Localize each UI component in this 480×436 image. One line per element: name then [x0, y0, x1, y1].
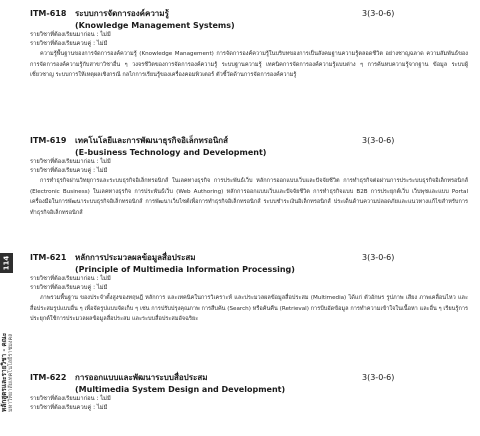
- course-entry: [30, 372, 468, 413]
- course-corequisite: รายวิชาที่ต้องเรียนควบคู่ : ไม่มี: [30, 168, 108, 174]
- course-entry: [30, 252, 468, 325]
- course-credits: 3(3-0-6): [362, 9, 395, 18]
- course-code: ITM-619: [30, 136, 67, 145]
- course-title-thai: การออกแบบและพัฒนาระบบสื่อประสม: [75, 373, 208, 382]
- page-number-tab: [0, 253, 13, 273]
- course-entry: [30, 8, 468, 81]
- side-running-header: [1, 282, 13, 412]
- course-code: ITM-618: [30, 9, 67, 18]
- course-code: ITM-622: [30, 373, 67, 382]
- side-title: หลักสูตรและรายวิชา - คณะ: [0, 332, 8, 412]
- course-title-thai: เทคโนโลยีและการพัฒนาธุรกิจอิเล็กทรอนิกส์: [75, 136, 229, 145]
- course-entry: [30, 135, 468, 218]
- page-number: 114: [2, 255, 11, 271]
- course-title-english: (Principle of Multimedia Information Processing): [75, 265, 295, 274]
- course-title-english: (Knowledge Management Systems): [75, 21, 235, 30]
- course-title-thai: ระบบการจัดการองค์ความรู้: [75, 9, 169, 18]
- course-prerequisite: รายวิชาที่ต้องเรียนมาก่อน : ไม่มี: [30, 32, 111, 38]
- course-code: ITM-621: [30, 253, 67, 262]
- course-description: การทำธุรกิจผ่านวิทยุการและระบบธุรกิจอิเล็กทรอนิกส์ ในเลคทางธุรกิจ การประพันธ์เว็บ หลักการออกแบบเว็บและปัจจัยชีวิต การทำธุรกิจต่อผ่านการประระบบธุรกิจอิเล็กทรอนิกส์ (Electronic Business) ในเลคทางธุรกิจ การประพันธ์เว็บ (Web Authoring) หลักการออกแบบเว็บและปัจจัยชีวิต การทำธุรกิจแบบ B2B การประยุกต์เว็บ เว็บพุชและแบบ Portal เครื่องมือในการพัฒนาระบบธุรกิจอิเล็กทรอนิกส์ การพัฒนาเว็บไซต์เพื่อการทำธุรกิจอิเล็กทรอนิกส์ ระบบชำระเงินอิเล็กทรอนิกส์ ประเด็นด้านความปลอดภัยและแนวทางแก้ไขสำหรับการทำธุรกิจอิเล็กทรอนิกส์: [30, 178, 468, 216]
- course-credits: 3(3-0-6): [362, 373, 395, 382]
- course-prerequisite: รายวิชาที่ต้องเรียนมาก่อน : ไม่มี: [30, 396, 111, 402]
- course-corequisite: รายวิชาที่ต้องเรียนควบคู่ : ไม่มี: [30, 285, 108, 291]
- course-description: ความรู้พื้นฐานของการจัดการองค์ความรู้ (Knowledge Management) การจัดการองค์ความรู้ในบริบทของการเป็นสังคมฐานความรู้ตลอดชีวิต อย่างชาญฉลาด ความสัมพันธ์ของการจัดการองค์ความรู้กับสาขาวิชาอื่น ๆ วงจรชีวิตของการจัดการองค์ความรู้ ระบบฐานความรู้ เทคนิคการจัดการองค์ความรู้แบบต่าง ๆ การค้นหบความรู้จากฐาน ข้อมูล ระบบผู้เชี่ยวชาญ ระบบการให้เหตุผลเชิงกรณี กลไกการเรียนรู้ของเครื่องคอมพิวเตอร์ ตัวชี้วัดด้านการจัดการองค์ความรู้: [30, 51, 468, 79]
- course-prerequisite: รายวิชาที่ต้องเรียนมาก่อน : ไม่มี: [30, 159, 111, 165]
- course-title-english: (Multimedia System Design and Development): [75, 385, 286, 394]
- course-description: ภาพรวมพื้นฐาน ของประจำตั้งสูงของทฤษฎี หลักการ และเทคนิคในการวิเคราะห์ และประมวลผลข้อมูลสื่อประสม (Multimedia) ได้แก่ ตัวอักษร รูปภาพ เสียง ภาพเคลื่อนไหว และสื่อประสมรูปแบบอื่น ๆ เพื่อจัดรูปแบบจัดเก็บ ๆ เช่น การปรับปรุงคุณภาพ การสืบค้น (Search) หรือค้นคืน (Retrieval) การบีบอัดข้อมูล การทำความเข้าใจในเนื้อหา และอื่น ๆ เรียนรู้การประยุกต์ใช้การประมวลผลข้อมูลสื่อประสม และระบบสื่อประสมอัจฉริยะ: [30, 295, 468, 323]
- course-credits: 3(3-0-6): [362, 253, 395, 262]
- course-corequisite: รายวิชาที่ต้องเรียนควบคู่ : ไม่มี: [30, 405, 108, 411]
- course-title-english: (E-business Technology and Development): [75, 148, 267, 157]
- course-prerequisite: รายวิชาที่ต้องเรียนมาก่อน : ไม่มี: [30, 276, 111, 282]
- course-corequisite: รายวิชาที่ต้องเรียนควบคู่ : ไม่มี: [30, 41, 108, 47]
- side-subtitle: มหาวิทยาลัยเทคโนโลยีราชมงคล: [8, 333, 14, 412]
- course-title-thai: หลักการประมวลผลข้อมูลสื่อประสม: [75, 253, 196, 262]
- course-credits: 3(3-0-6): [362, 136, 395, 145]
